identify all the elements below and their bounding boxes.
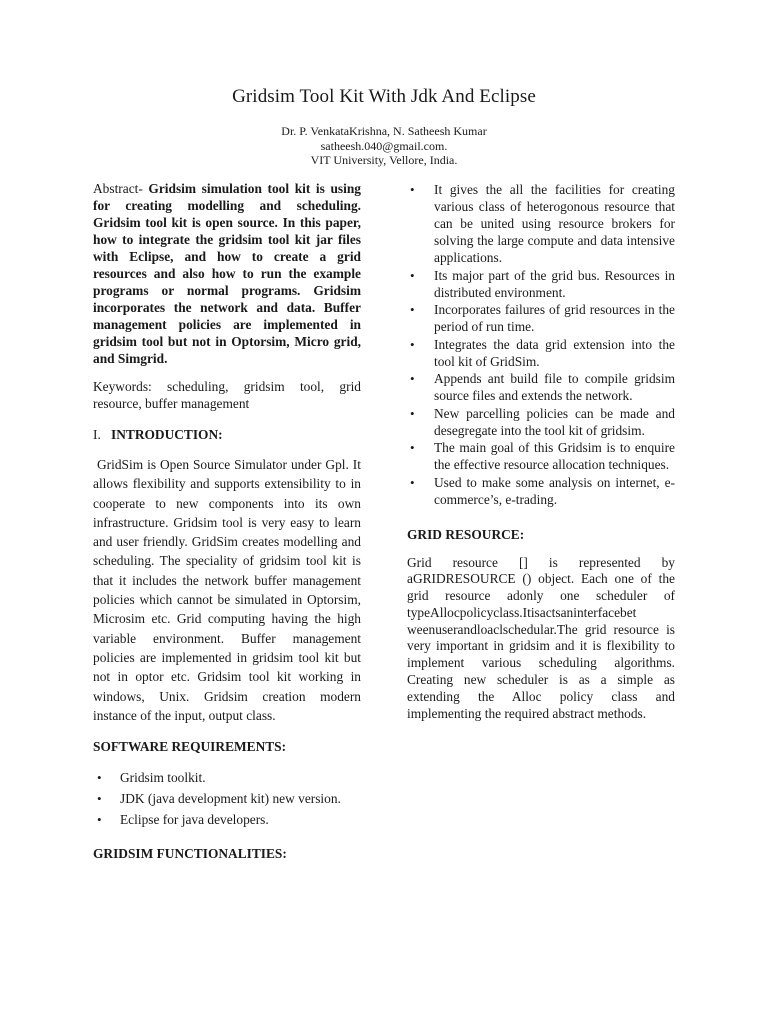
author-names: Dr. P. VenkataKrishna, N. Satheesh Kumar — [281, 124, 487, 138]
grid-resource-heading: GRID RESOURCE: — [407, 526, 525, 542]
software-requirements-list — [93, 768, 361, 829]
list-item: • Appends ant build file to compile gridsim source files and extends the network. — [410, 371, 675, 403]
section-title: INTRODUCTION: — [111, 427, 223, 442]
list-item: • Incorporates failures of grid resources in the period of run time. — [410, 302, 675, 334]
list-item: • Eclipse for java developers. — [97, 812, 269, 828]
bullet-icon: • — [410, 440, 415, 455]
list-item: • It gives the all the facilities for creating various class of heterogonous resource that can be united using resource brokers for solving the large compute and data intensive applications. — [410, 182, 675, 265]
functionalities-list — [407, 181, 675, 508]
list-item: • Its major part of the grid bus. Resources in distributed environment. — [410, 267, 675, 300]
list-item: • New parcelling policies can be made and desegregate into the tool kit of gridsim. — [410, 405, 675, 438]
introduction-heading — [93, 426, 361, 443]
author-block — [0, 124, 768, 168]
list-item: • Used to make some analysis on internet, e-commerce’s, e-trading. — [410, 474, 675, 507]
bullet-icon: • — [410, 405, 415, 421]
introduction-text: GridSim is Open Source Simulator under Gpl. It allows flexibility and supports extensibility to in cooperate to new components into its own infrastructure. Gridsim tool is very easy to learn and user friendly. GridSim creates modelling and scheduling. The speciality of gridsim tool kit is that it includes the network buffer management policies which cannot be simulated in Optorsim, Microsim etc. Grid computing having the high variable environment. Buffer management policies are implemented in gridsim tool kit but not in optor etc. Gridsim tool kit working in windows, Unix. Gridsim creation modern instance of the input, output class. — [93, 457, 361, 723]
left-column — [93, 180, 361, 875]
list-item: • Gridsim toolkit. — [97, 770, 206, 786]
bullet-icon: • — [410, 267, 415, 283]
bullet-icon: • — [97, 770, 102, 786]
right-column — [407, 181, 675, 722]
bullet-icon: • — [97, 791, 102, 807]
abstract-body: Gridsim simulation tool kit is using for creating modelling and scheduling. Gridsim tool kit is open source. In this paper, how to integrate the gridsim tool kit jar files with Eclipse, and how to create a grid resources and also how to run the example programs or normal programs. Gridsim incorporates the network and data. Buffer management policies are implemented in gridsim tool but not in Optorsim, Micro grid, and Simgrid. — [93, 181, 361, 366]
grid-resource-body: Grid resource [] is represented by aGRIDRESOURCE () object. Each one of the grid resource adonly one scheduler of typeAllocpolicyclass.Itisactsaninterfacebet weenuserandloaclschedular.The grid resource is very important in gridsim and it is flexibility to implement various scheduling algorithms. Creating new scheduler is as a simple as extending the Alloc policy class and implementing the required abstract methods. — [407, 554, 675, 721]
list-item: • The main goal of this Gridsim is to enquire the effective resource allocation techniques. — [410, 440, 675, 472]
bullet-icon: • — [410, 182, 415, 197]
list-item: • JDK (java development kit) new version. — [97, 791, 341, 807]
software-requirements-heading: SOFTWARE REQUIREMENTS: — [93, 739, 287, 755]
author-affiliation: VIT University, Vellore, India. — [310, 153, 458, 167]
gridsim-functionalities-heading: GRIDSIM FUNCTIONALITIES: — [93, 846, 287, 862]
bullet-icon: • — [97, 812, 102, 828]
paper-title: Gridsim Tool Kit With Jdk And Eclipse — [232, 86, 536, 107]
keywords: Keywords: scheduling, gridsim tool, grid resource, buffer management — [93, 379, 361, 411]
bullet-icon: • — [410, 336, 415, 352]
bullet-icon: • — [410, 474, 415, 490]
author-email: satheesh.040@gmail.com. — [320, 138, 448, 153]
bullet-icon: • — [410, 302, 415, 317]
abstract-lead: Abstract- — [93, 181, 143, 196]
list-item: • Integrates the data grid extension into the tool kit of GridSim. — [410, 336, 675, 369]
section-number: I. — [93, 427, 101, 442]
abstract — [93, 180, 361, 367]
introduction-body — [93, 455, 361, 725]
bullet-icon: • — [410, 371, 415, 386]
